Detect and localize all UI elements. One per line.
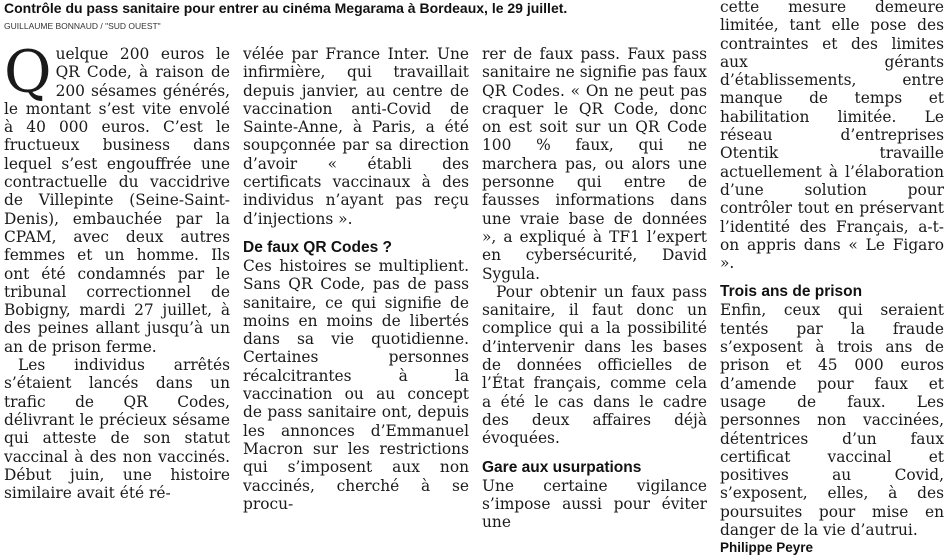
paragraph: Pour obtenir un faux pass sanitaire, il faut donc un complice qui a la possibilité d’intervenir dans les bases de données officielles de l’État français, comme cela a été le cas dans le cadre des deux affaires déjà évoquées. xyxy=(482,282,707,448)
paragraph: Une certaine vigilance s’impose aussi pour éviter une xyxy=(482,476,707,532)
paragraph: Ces histoires se multiplient. Sans QR Code, pas de pass sanitaire, ce qui signifie de moins en moins de libertés dans sa vie quotidienne. Certaines personnes récalcitrantes à la vaccination ou au concept de pass sanitaire ont, depuis les annonces d’Emmanuel Macron sur les restrictions qui s’imposent aux non vaccinés, cherché à se procu- xyxy=(243,256,469,513)
author-signature: Philippe Peyre xyxy=(720,540,814,556)
photo-credit: GUILLAUME BONNAUD / "SUD OUEST" xyxy=(4,21,161,31)
photo-caption: Contrôle du pass sanitaire pour entrer au cinéma Megarama à Bordeaux, le 29 juillet. xyxy=(4,0,568,16)
drop-cap: Q xyxy=(4,38,52,106)
article-column-2 xyxy=(243,45,469,513)
article-column-1 xyxy=(4,38,230,503)
article-column-4 xyxy=(720,0,944,557)
subheading: De faux QR Codes ? xyxy=(243,238,392,256)
paragraph: rer de faux pass. Faux pass sanitaire ne signifie pas faux QR Codes. « On ne peut pas craquer le QR Code, donc on est soit sur un QR Code 100 % faux, qui ne marchera pas, ou alors une personne qui entre de fausses informations dans une vraie base de données », a expliqué à TF1 l’expert en cybersécurité, David Sygula. xyxy=(482,45,707,283)
subheading: Gare aux usurpations xyxy=(482,458,642,476)
paragraph: Les individus arrêtés s’étaient lancés dans un trafic de QR Codes, délivrant le précieux sésame qui atteste de son statut vaccinal à des non vaccinés. Début juin, une histoire similaire avait été ré- xyxy=(4,356,230,503)
paragraph: cette mesure demeure limitée, tant elle pose des contraintes et des limites aux gérants d’établissements, entre manque de temps et habilitation limitée. Le réseau d’entreprises Otentik travaille actuellement à l’élaboration d’une solution pour contrôler tout en préservant l’identité des Français, a-t-on appris dans « Le Figaro ». xyxy=(720,0,944,273)
paragraph: vélée par France Inter. Une infirmière, qui travaillait depuis janvier, au centre de vaccination anti-Covid de Sainte-Anne, à Paris, a été soupçonnée par sa direction d’avoir « établi des certificats vaccinaux à des individus n’ayant pas reçu d’injections ». xyxy=(243,45,469,228)
paragraph xyxy=(4,38,230,356)
paragraph: Enfin, ceux qui seraient tentés par la fraude s’exposent à trois ans de prison et 45 000 euros d’amende pour faux et usage de faux. Les personnes non vaccinées, détentrices d’un faux certificat vaccinal et positives au Covid, s’exposent, elles, à des poursuites pour mise en danger de la vie d’autrui. xyxy=(720,301,944,540)
paragraph-text: uelque 200 euros le QR Code, à raison de 200 sésames générés, le montant s’est vite envolé à 40 000 euros. C’est le fructueux business dans lequel s’est engouffrée une contractuelle du vaccidrive de Villepinte (Seine-Saint-Denis), embauchée par la CPAM, avec deux autres femmes et un homme. Ils ont été condamnés par le tribunal correctionnel de Bobigny, mardi 27 juillet, à des peines allant jusqu’à un an de prison ferme. xyxy=(4,45,230,356)
article-column-3 xyxy=(482,45,707,531)
subheading: Trois ans de prison xyxy=(720,283,863,301)
